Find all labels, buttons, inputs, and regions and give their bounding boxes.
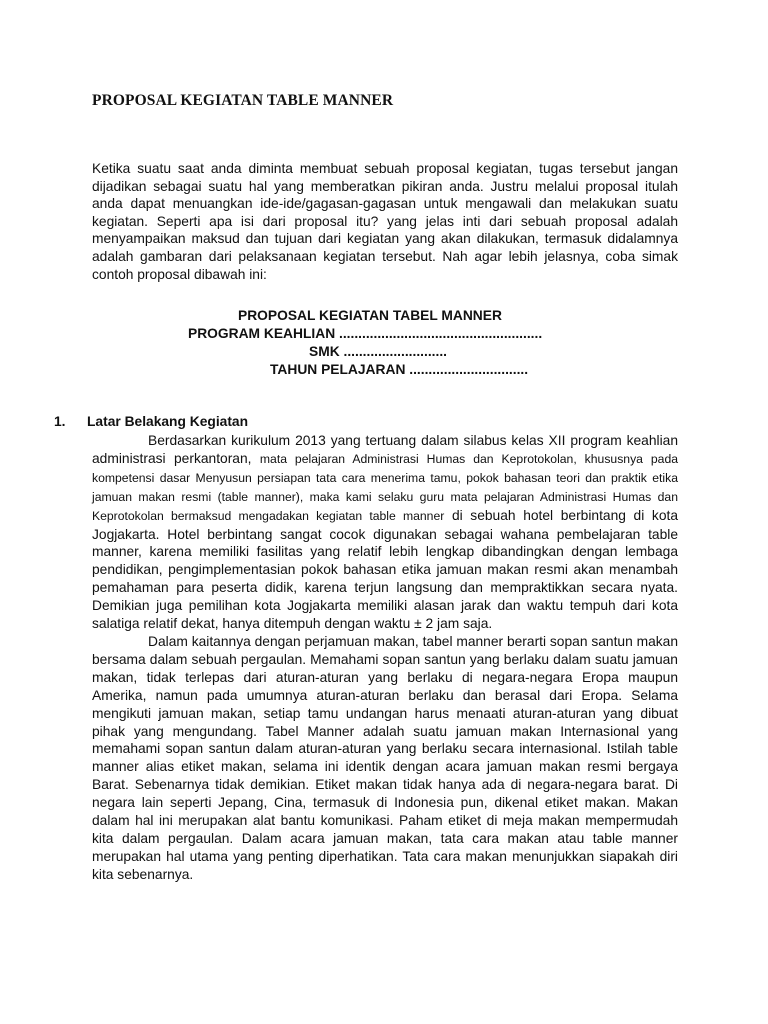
section-number: 1.: [54, 414, 66, 429]
proposal-header-program: PROGRAM KEAHLIAN .....................................................: [188, 326, 543, 341]
body-paragraph-part: mata pelajaran Administrasi Humas dan Keprotokolan, khususnya pada kompetensi dasar Menyusun persiapan tata cara menerima tamu, pokok bahasan teori dan praktik etika jamuan makan resmi (table manner), maka kami selaku guru mata pelajaran Administrasi Humas dan Keprotokolan bermaksud mengadakan kegiatan table manner: [92, 451, 679, 523]
body-paragraph-part: Berdasarkan kurikulum 2013 yang tertuang dalam silabus kelas XII program keahlian administrasi perkantoran,: [92, 433, 678, 466]
section-title: Latar Belakang Kegiatan: [87, 414, 249, 429]
intro-paragraph: Ketika suatu saat anda diminta membuat sebuah proposal kegiatan, tugas tersebut jangan dijadikan sebagai suatu hal yang memberatkan pikiran anda. Justru melalui proposal itulah anda dapat menuangkan ide-ide/gagasan-gagasan untuk mengawali dan melakukan suatu kegiatan. Seperti apa isi dari proposal itu? yang jelas inti dari sebuah proposal adalah menyampaikan maksud dan tujuan dari kegiatan yang akan dilakukan, termasuk didalamnya adalah gambaran dari pelaksanaan kegiatan tersebut. Nah agar lebih jelasnya, coba simak contoh proposal dibawah ini:: [92, 161, 678, 282]
document-title: PROPOSAL KEGIATAN TABLE MANNER: [92, 92, 394, 109]
body-paragraph-part: di sebuah hotel berbintang di kota Jogjakarta. Hotel berbintang sangat cocok digunakan sebagai wahana pembelajaran table manner, karena memiliki fasilitas yang relatif lebih lengkap dibandingkan dengan lembaga pendidikan, pengimplementasian pokok bahasan etika jamuan makan resmi akan menambah pemahaman para peserta didik, karena terjun langsung dan mempraktikkan secara nyata. Demikian juga pemilihan kota Jogjakarta memiliki alasan jarak dan waktu tempuh dari kota salatiga relatif dekat, hanya ditempuh dengan waktu ± 2 jam saja.: [92, 507, 679, 632]
section-heading: [54, 414, 248, 429]
proposal-header-year: TAHUN PELAJARAN ...............................: [270, 362, 529, 377]
proposal-header-school: SMK ...........................: [309, 344, 447, 359]
body-paragraph: Dalam kaitannya dengan perjamuan makan, tabel manner berarti sopan santun makan bersama dalam sebuah pergaulan. Memahami sopan santun yang berlaku dalam suatu jamuan makan, tidak terlepas dari aturan-aturan yang berlaku di negara-negara Eropa maupun Amerika, namun pada umumnya aturan-aturan berlaku dan berasal dari Eropa. Selama mengikuti jamuan makan, setiap tamu undangan harus menaati aturan-aturan yang dibuat pihak yang mengundang. Tabel Manner adalah suatu jamuan makan Internasional yang memahami sopan santun dalam aturan-aturan yang berlaku secara internasional. Istilah table manner alias etiket makan, selama ini identik dengan acara jamuan makan resmi bergaya Barat. Sebenarnya tidak demikian. Etiket makan tidak hanya ada di negara-negara barat. Di negara lain seperti Jepang, Cina, termasuk di Indonesia pun, dikenal etiket makan. Makan dalam hal ini merupakan alat bantu komunikasi. Paham etiket di meja makan mempermudah kita dalam pergaulan. Dalam acara jamuan makan, tata cara makan atau table manner merupakan hal utama yang penting diperhatikan. Tata cara makan menunjukkan siapakah diri kita sebenarnya.: [92, 633, 678, 882]
body-paragraph: [92, 432, 678, 633]
section-body: [92, 432, 678, 884]
proposal-header-title: PROPOSAL KEGIATAN TABEL MANNER: [238, 308, 502, 323]
